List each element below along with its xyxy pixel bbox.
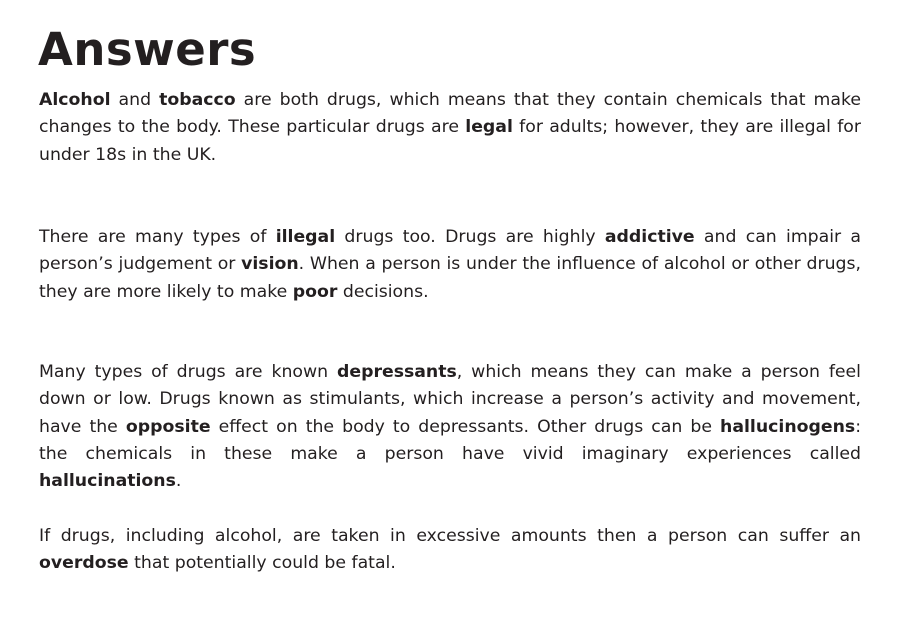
key-term: Alcohol (39, 90, 111, 110)
answer-paragraph-1 (39, 87, 861, 169)
text-run: effect on the body to depressants. Other drugs can be (210, 416, 721, 437)
key-term: illegal (275, 227, 336, 247)
key-term: addictive (604, 227, 695, 247)
text-run: are both drugs, which means that they contain chemicals that make changes to the body. These particular drugs are (39, 90, 861, 138)
key-term: poor (292, 281, 338, 302)
text-run: There are many types of (39, 227, 276, 247)
key-term: hallucinations (39, 471, 176, 492)
key-term: depressants (336, 362, 457, 382)
key-term: legal (465, 117, 513, 138)
text-run: . (175, 471, 182, 492)
key-term: overdose (39, 553, 129, 574)
key-term: opposite (125, 416, 211, 437)
text-run: If drugs, including alcohol, are taken in excessive amounts then a person can suffer an (39, 526, 861, 546)
text-run: decisions. (337, 281, 429, 302)
text-run: , which means they can make a person feel down or low. Drugs known as stimulants, which increase a person’s activity and movement, have the (39, 362, 861, 437)
text-run: and can impair a person’s judgement or (39, 227, 861, 275)
text-run: that potentially could be fatal. (128, 553, 396, 574)
text-run: and (110, 90, 160, 110)
key-term: tobacco (159, 90, 236, 110)
answer-paragraph-4 (39, 523, 861, 578)
key-term: hallucinogens (720, 416, 856, 437)
answer-paragraph-2 (39, 224, 861, 306)
page-title: Answers (38, 23, 257, 76)
text-run: for adults; however, they are illegal for under 18s in the UK. (39, 117, 861, 165)
text-run: Many types of drugs are known (39, 362, 337, 382)
answer-paragraph-3 (39, 359, 861, 495)
text-run: : the chemicals in these make a person have vivid imaginary experiences called (39, 416, 862, 464)
text-run: . When a person is under the influence of alcohol or other drugs, they are more likely to make (39, 254, 861, 302)
key-term: vision (241, 254, 299, 275)
text-run: drugs too. Drugs are highly (335, 227, 605, 247)
